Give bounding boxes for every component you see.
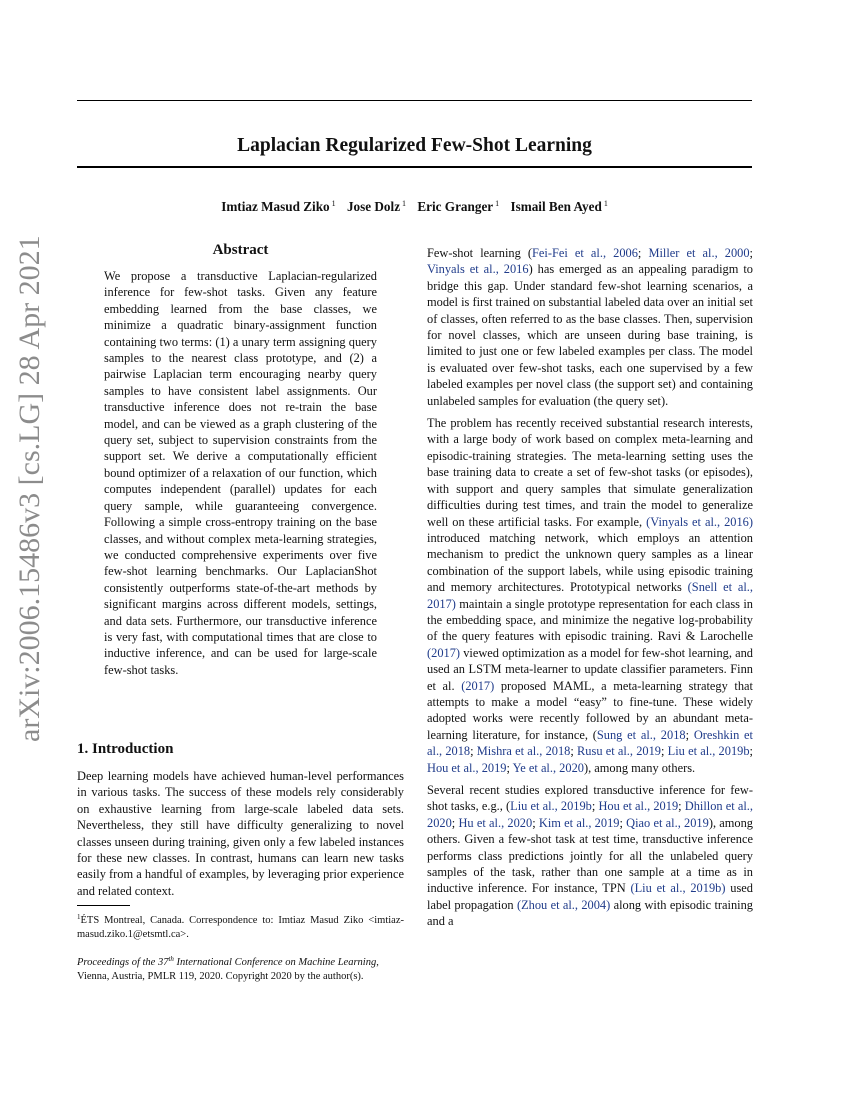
citation-link[interactable]: Hou et al., 2019 — [427, 760, 507, 775]
citation-link[interactable]: Vinyals et al., 2016 — [427, 262, 529, 277]
author-name: Imtiaz Masud Ziko — [221, 199, 330, 214]
citation-link[interactable]: Kim et al., 2019 — [538, 815, 620, 830]
citation-link[interactable]: Qiao et al., 2019 — [626, 815, 709, 830]
conference-number: 37 — [157, 957, 169, 968]
footnote-mark: 1 — [77, 913, 81, 921]
proceedings-note — [77, 952, 404, 984]
paper-title: Laplacian Regularized Few-Shot Learning — [237, 135, 592, 157]
citation-link[interactable]: Fei-Fei et al., 2006 — [532, 246, 638, 260]
author-name: Eric Granger — [417, 199, 494, 214]
author-affiliation-mark: 1 — [402, 199, 407, 208]
abstract-heading: Abstract — [212, 242, 269, 258]
author — [510, 199, 607, 214]
proceedings-prefix: Proceedings of the — [77, 957, 158, 968]
author-affiliation-mark: 1 — [495, 199, 500, 208]
citation-link[interactable]: Miller et al., 2000 — [648, 246, 750, 260]
citation-link[interactable]: Ye et al., 2020 — [512, 760, 584, 775]
footnote-text: ÉTS Montreal, Canada. Correspondence to: Imtiaz Masud Ziko <imtiaz-masud.ziko.1@etsmtl.ca>. — [77, 915, 404, 940]
citation-link[interactable]: (Snell et al., 2017) — [427, 580, 753, 611]
proceedings-details: , Vienna, Austria, PMLR 119, 2020. Copyright 2020 by the author(s). — [77, 957, 379, 982]
author-name: Ismail Ben Ayed — [510, 199, 602, 214]
citation-link[interactable]: Sung et al., 2018 — [596, 727, 686, 742]
citation-link[interactable]: (Zhou et al., 2004) — [516, 897, 611, 912]
citation-link[interactable]: (2017) — [461, 678, 495, 693]
author-affiliation-mark: 1 — [603, 199, 608, 208]
author-name: Jose Dolz — [346, 199, 401, 214]
citation-link[interactable]: (Liu et al., 2019b) — [630, 881, 726, 896]
citation-link[interactable]: Liu et al., 2019b — [510, 799, 592, 814]
title-rule-top — [77, 100, 752, 101]
author — [221, 199, 335, 214]
paragraph: Several recent studies explored transductive inference for few-shot tasks, e.g., (Liu et al., 2019b; Hou et al., 2019; Dhillon et al., 2020; Hu et al., 2020; Kim et al., 2019; Qiao et al., 2019), among others. Given a few-shot task at test time, transductive inference performs class predictions jointly for all the unlabeled query samples of the task, rather than one sample at a time as in inductive inference. For instance, TPN (Liu et al., 2019b) used label propagation (Zhou et al., 2004) along with episodic training and a — [427, 783, 754, 929]
paragraph: The problem has recently received substantial research interests, with a large body of work based on complex meta-learning and episodic-training strategies. The meta-learning setting uses the base training data to create a set of few-shot tasks (or episodes), with support and query samples that simulate generalization difficulties during test times, and train the model to generalize well on these artificial tasks. For example, (Vinyals et al., 2016) introduced matching network, which employs an attention mechanism to predict the unknown query samples as a linear combination of the support labels, while using episodic training and memory architectures. Prototypical networks (Snell et al., 2017) maintain a single prototype representation for each class in the embedding space, and minimize the negative log-probability of the query features with episodic training. Ravi & Larochelle (2017) viewed optimization as a model for few-shot learning, and used an LSTM meta-learner to update classifier parameters. Finn et al. (2017) proposed MAML, a meta-learning strategy that attempts to make a model “easy” to fine-tune. These widely adopted works were recently followed by an abundant meta-learning literature, for instance, (Sung et al., 2018; Oreshkin et al., 2018; Mishra et al., 2018; Rusu et al., 2019; Liu et al., 2019b; Hou et al., 2019; Ye et al., 2020), among many others. — [427, 416, 754, 775]
introduction-heading: 1. Introduction — [77, 741, 174, 757]
author — [347, 199, 406, 214]
citation-link[interactable]: Mishra et al., 2018 — [476, 744, 571, 759]
citation-link[interactable]: Rusu et al., 2019 — [577, 744, 661, 759]
citation-link[interactable]: (2017) — [427, 645, 461, 660]
right-column — [427, 245, 753, 936]
citation-link[interactable]: Oreshkin et al., 2018 — [427, 727, 754, 759]
affiliation-footnote — [77, 910, 404, 942]
citation-link[interactable]: Liu et al., 2019b — [667, 744, 750, 759]
citation-link[interactable]: Dhillon et al., 2020 — [427, 799, 754, 830]
arxiv-sidebar-stamp: arXiv:2006.15486v3 [cs.LG] 28 Apr 2021 — [13, 235, 46, 742]
citation-link[interactable]: Hou et al., 2019 — [598, 799, 679, 814]
citation-link[interactable]: Hu et al., 2020 — [458, 815, 533, 830]
abstract-text: We propose a transductive Laplacian-regularized inference for few-shot tasks. Given any feature embedding learned from the base classes, we minimize a quadratic binary-assignment function containing two terms: (1) a unary term assigning query samples to the nearest class prototype, and (2) a pairwise Laplacian term encouraging nearby query samples to have consistent label assignments. Our transductive inference does not re-train the base model, and can be viewed as a graph clustering of the query set, subject to supervision constraints from the support set. We derive a computationally efficient bound optimizer of a relaxation of our function, which computes independent (parallel) updates for each query sample, while guaranteeing convergence. Following a simple cross-entropy training on the base classes, and without complex meta-learning strategies, we conducted comprehensive experiments over five few-shot learning benchmarks. Our LaplacianShot consistently outperforms state-of-the-art methods by significant margins across different models, settings, and data sets. Furthermore, our transductive inference is very fast, with computational times that are close to inductive inference, and can be used for large-scale few-shot tasks. — [104, 269, 377, 677]
footnote-rule — [77, 905, 130, 906]
title-rule-bottom — [77, 166, 752, 168]
paragraph: Few-shot learning (Fei-Fei et al., 2006; Miller et al., 2000; Vinyals et al., 2016) has emerged as an appealing paradigm to bridge this gap. Under standard few-shot learning scenarios, a model is first trained on substantial labeled data over an initial set of classes, often referred to as the base classes. Then, supervision for novel classes, which are unseen during base training, is limited to just one or few labeled examples per class. The model is evaluated over few-shot tasks, each one supervised by a few labeled examples per novel class (the support set) and containing unlabeled samples for evaluation (the query set). — [427, 246, 753, 408]
citation-link[interactable]: (Vinyals et al., 2016) — [646, 514, 753, 529]
left-column — [77, 240, 404, 982]
conference-name: International Conference on Machine Learning — [173, 957, 377, 968]
ordinal-suffix: th — [168, 955, 174, 963]
introduction-paragraph: Deep learning models have achieved human-level performances in various tasks. The success of these models rely considerably on exhaustive learning from large-scale labeled data sets. Nevertheless, they still have difficulty generalizing to novel classes unseen during training, given only a few labeled instances for these new classes. In contrast, humans can learn new tasks easily from a handful of examples, by leveraging prior experience and related context. — [77, 769, 404, 898]
author — [417, 199, 499, 214]
author-affiliation-mark: 1 — [331, 199, 336, 208]
author-list — [77, 195, 752, 216]
